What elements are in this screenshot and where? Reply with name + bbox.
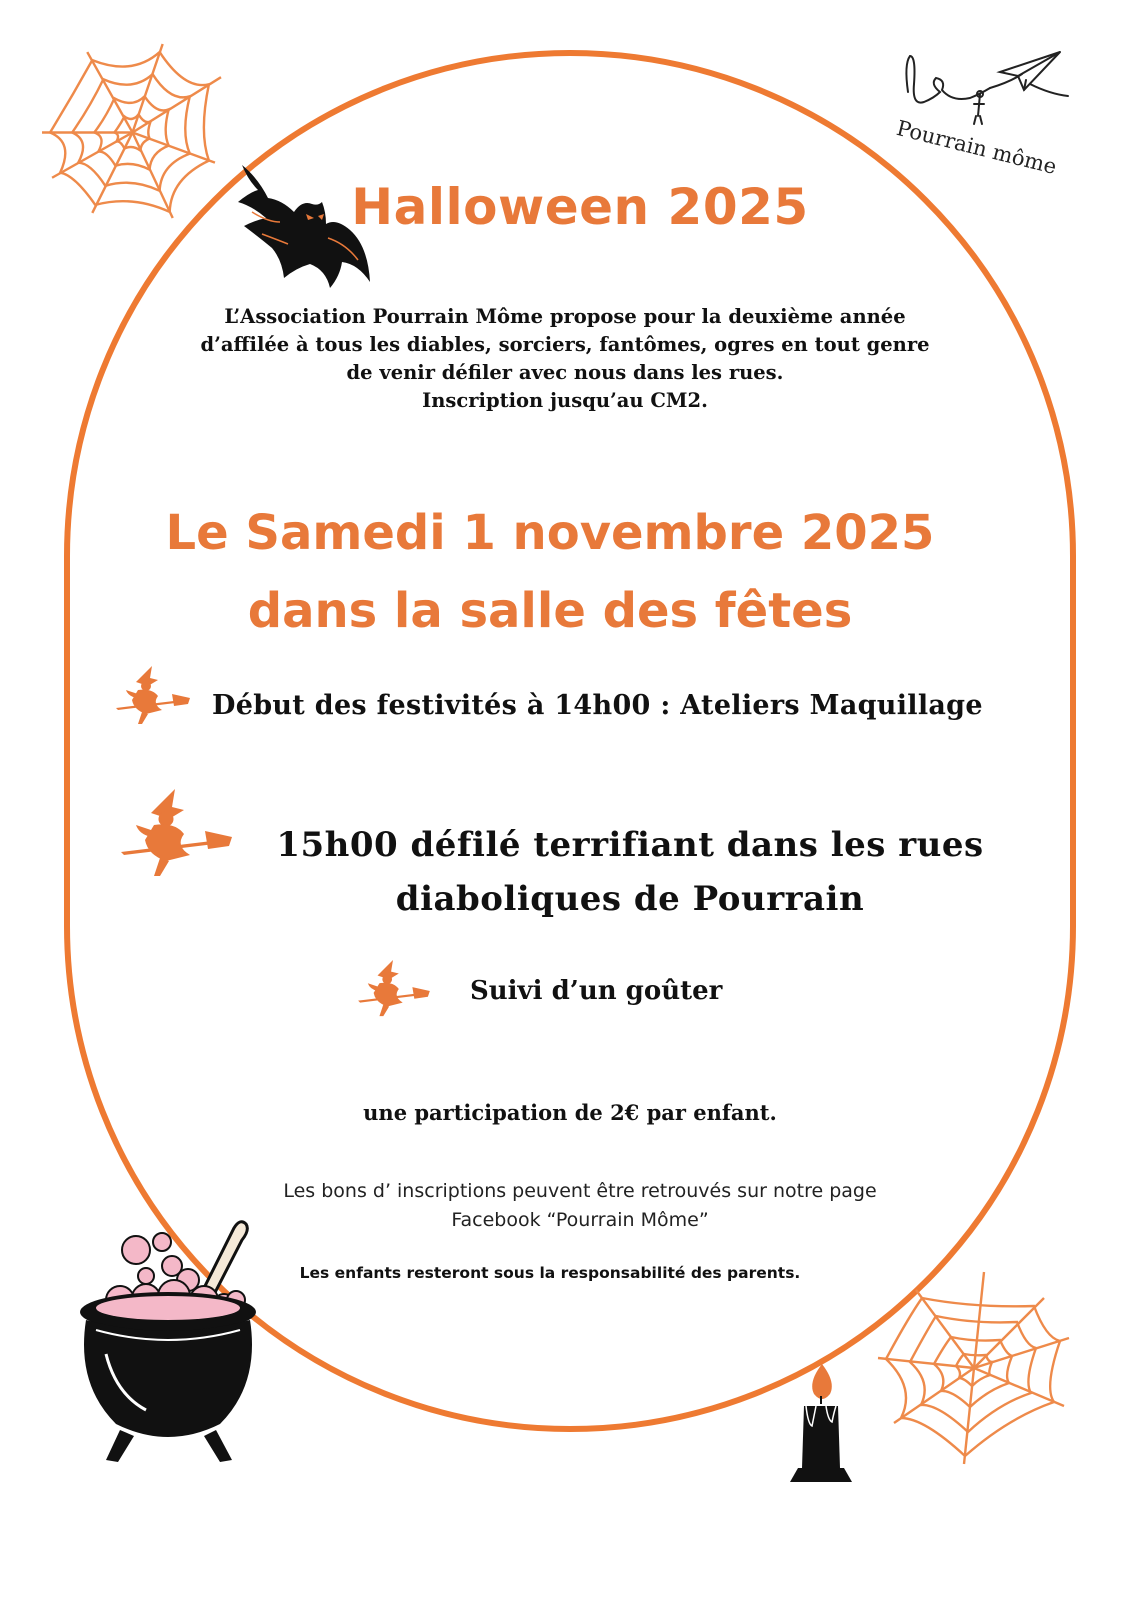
registration-line: Facebook “Pourrain Môme” bbox=[451, 1209, 709, 1231]
intro-paragraph bbox=[150, 303, 980, 415]
program-item-snack: Suivi d’un goûter bbox=[470, 976, 723, 1006]
witch-icon bbox=[354, 958, 432, 1020]
program-item-parade bbox=[230, 818, 1030, 926]
witch-icon bbox=[112, 664, 192, 728]
spider-web-icon bbox=[874, 1268, 1074, 1468]
intro-line: L’Association Pourrain Môme propose pour la deuxième année bbox=[224, 305, 906, 328]
candle-icon bbox=[786, 1364, 856, 1484]
price-text: une participation de 2€ par enfant. bbox=[363, 1100, 777, 1125]
program-item-parade-line: diaboliques de Pourrain bbox=[395, 879, 865, 919]
program-item-parade-line: 15h00 défilé terrifiant dans les rues bbox=[276, 825, 984, 865]
spider-web-icon bbox=[40, 40, 225, 225]
event-date-heading bbox=[100, 494, 1000, 650]
intro-line: Inscription jusqu’au CM2. bbox=[422, 389, 708, 412]
registration-line: Les bons d’ inscriptions peuvent être retrouvés sur notre page bbox=[283, 1180, 877, 1202]
program-item-makeup: Début des festivités à 14h00 : Ateliers Maquillage bbox=[212, 690, 983, 721]
page-title: Halloween 2025 bbox=[351, 178, 809, 236]
responsibility-note: Les enfants resteront sous la responsabilité des parents. bbox=[299, 1264, 801, 1282]
intro-line: de venir défiler avec nous dans les rues. bbox=[346, 361, 784, 384]
event-location: dans la salle des fêtes bbox=[247, 583, 853, 639]
witch-icon bbox=[114, 786, 236, 882]
intro-line: d’affilée à tous les diables, sorciers, fantômes, ogres en tout genre bbox=[200, 333, 930, 356]
registration-info bbox=[250, 1177, 910, 1235]
cauldron-icon bbox=[76, 1214, 262, 1474]
paper-plane-icon bbox=[900, 44, 1080, 134]
logo-text: Pourrain môme bbox=[894, 116, 1059, 179]
event-date: Le Samedi 1 novembre 2025 bbox=[165, 505, 935, 561]
